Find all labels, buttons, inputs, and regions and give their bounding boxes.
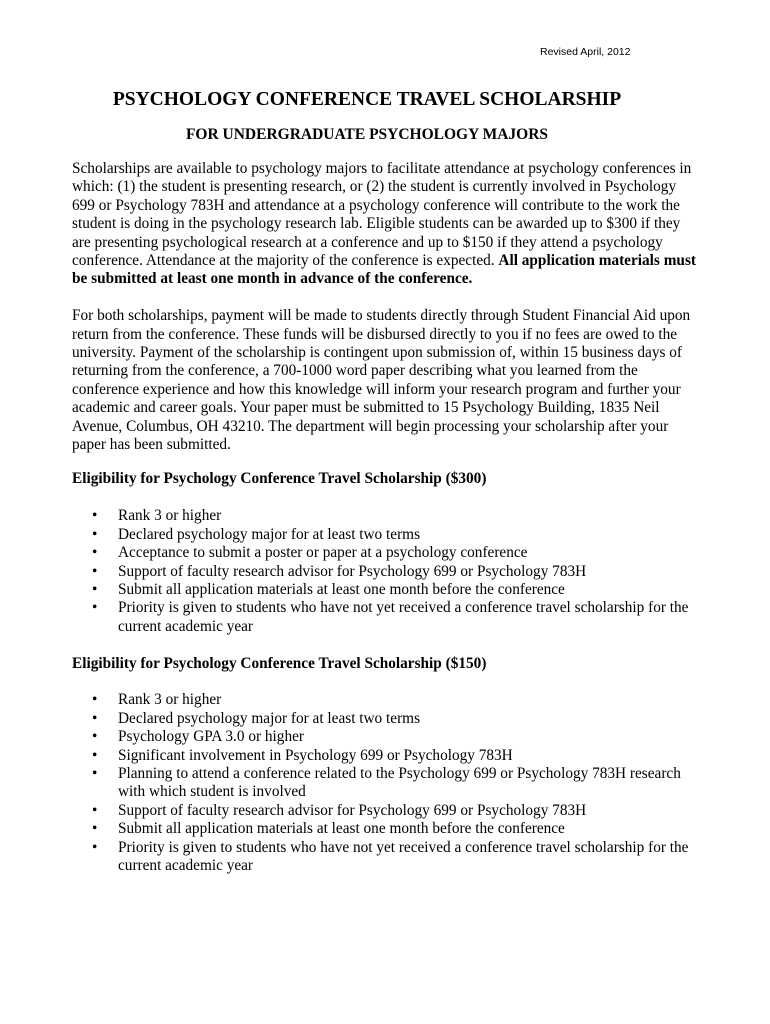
list-item-text: Priority is given to students who have not yet received a conference travel scholarship for the current academic year (118, 599, 689, 635)
list-item (72, 728, 702, 746)
document-subtitle: FOR UNDERGRADUATE PSYCHOLOGY MAJORS (185, 126, 549, 143)
list-item-text: Acceptance to submit a poster or paper at a psychology conference (118, 544, 528, 562)
bullet-icon: • (92, 728, 98, 746)
list-item (72, 691, 702, 709)
document-body (72, 160, 702, 894)
list-item (72, 526, 702, 544)
bullet-icon: • (92, 801, 98, 819)
document-title: PSYCHOLOGY CONFERENCE TRAVEL SCHOLARSHIP (112, 89, 622, 110)
list-item (72, 507, 702, 525)
list-item (72, 544, 702, 562)
eligibility-list-150 (72, 691, 702, 875)
bullet-icon: • (92, 580, 98, 598)
list-item-text: Support of faculty research advisor for Psychology 699 or Psychology 783H (118, 562, 587, 580)
list-item-text: Submit all application materials at least one month before the conference (118, 580, 565, 598)
list-item (72, 802, 702, 820)
list-item (72, 839, 702, 876)
bullet-icon: • (92, 525, 98, 543)
list-item-text: Declared psychology major for at least two terms (118, 709, 421, 727)
list-item (72, 765, 702, 802)
list-item-text: Submit all application materials at least one month before the conference (118, 820, 565, 838)
eligibility-heading-300: Eligibility for Psychology Conference Travel Scholarship ($300) (72, 470, 487, 488)
list-item-text: Rank 3 or higher (118, 507, 222, 525)
eligibility-heading-150: Eligibility for Psychology Conference Travel Scholarship ($150) (72, 654, 487, 672)
intro-deadline-notice: All application materials must be submitted at least one month in advance of the conference. (72, 252, 696, 288)
list-item (72, 563, 702, 581)
bullet-icon: • (92, 709, 98, 727)
bullet-icon: • (92, 691, 98, 709)
bullet-icon: • (92, 764, 98, 782)
intro-paragraph (72, 160, 702, 289)
list-item-text: Declared psychology major for at least two terms (118, 525, 421, 543)
list-item-text: Support of faculty research advisor for Psychology 699 or Psychology 783H (118, 801, 587, 819)
list-item (72, 820, 702, 838)
eligibility-list-300 (72, 507, 702, 636)
list-item-text: Priority is given to students who have not yet received a conference travel scholarship for the current academic year (118, 838, 689, 874)
revision-date: Revised April, 2012 (540, 46, 631, 58)
list-item (72, 581, 702, 599)
list-item-text: Significant involvement in Psychology 699 or Psychology 783H (118, 746, 513, 764)
bullet-icon: • (92, 507, 98, 525)
bullet-icon: • (92, 562, 98, 580)
payment-paragraph: For both scholarships, payment will be made to students directly through Student Financial Aid upon return from the conference. These funds will be disbursed directly to you if no fees are owed to the university. Payment of the scholarship is contingent upon submission of, within 15 business days of returning from the conference, a 700-1000 word paper describing what you learned from the conference experience and how this knowledge will inform your research program and further your academic and career goals. Your paper must be submitted to 15 Psychology Building, 1835 Neil Avenue, Columbus, OH 43210. The department will begin processing your scholarship after your paper has been submitted. (72, 307, 691, 454)
list-item (72, 599, 702, 636)
bullet-icon: • (92, 820, 98, 838)
intro-text: Scholarships are available to psychology majors to facilitate attendance at psychology conferences in which: (1) the student is presenting research, or (2) the student is currently involved in Psychology 699 or Psychology 783H and attendance at a psychology conference will contribute to the work the student is doing in the psychology research lab. Eligible students can be awarded up to $300 if they are presenting psychological research at a conference and up to $150 if they attend a psychology conference. Attendance at the majority of the conference is expected. (72, 160, 692, 270)
bullet-icon: • (92, 544, 98, 562)
list-item-text: Planning to attend a conference related to the Psychology 699 or Psychology 783H research with which student is involved (118, 764, 681, 801)
bullet-icon: • (92, 746, 98, 764)
list-item (72, 710, 702, 728)
list-item (72, 747, 702, 765)
bullet-icon: • (92, 838, 98, 856)
list-item-text: Psychology GPA 3.0 or higher (118, 728, 304, 746)
list-item-text: Rank 3 or higher (118, 691, 222, 709)
bullet-icon: • (92, 599, 98, 617)
